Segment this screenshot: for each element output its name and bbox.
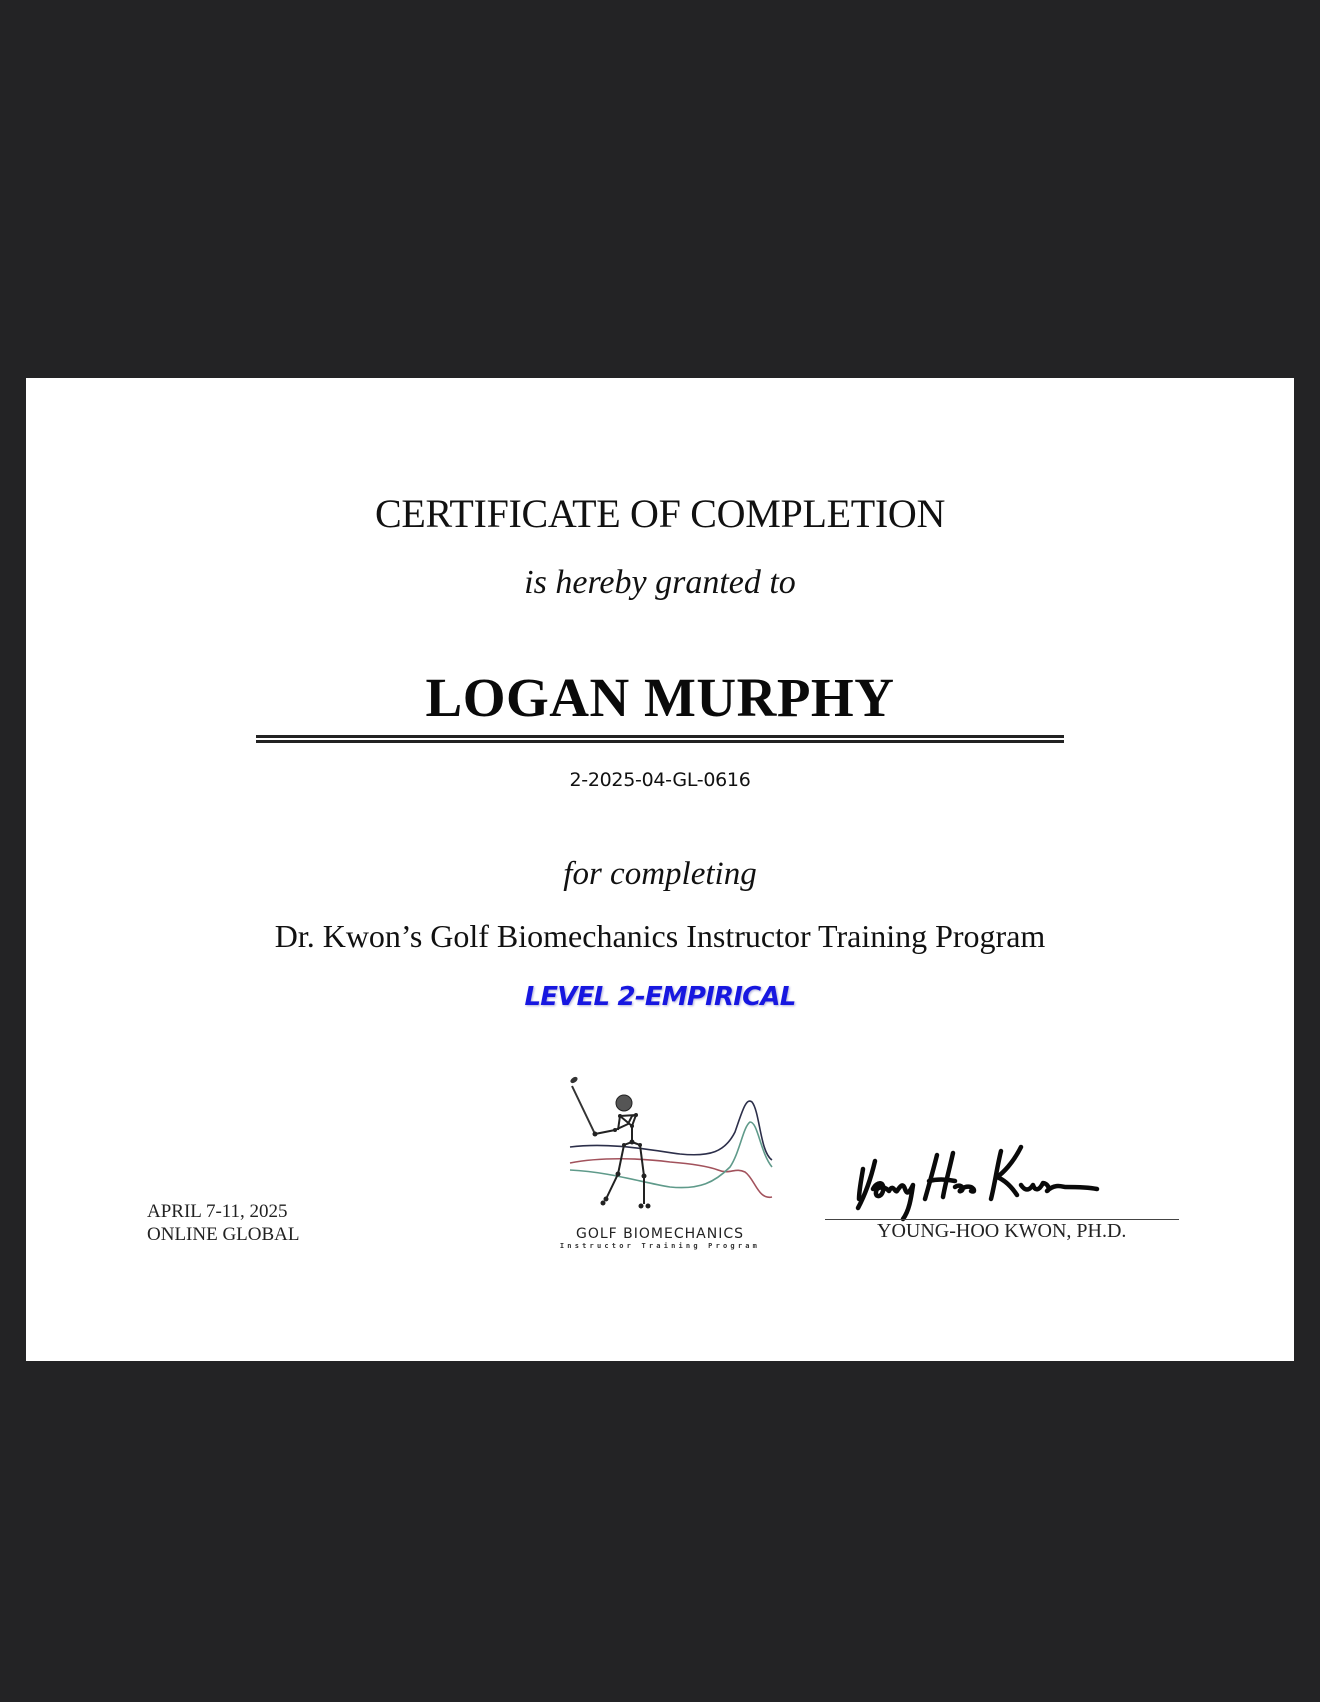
signature-block: [825, 1133, 1179, 1242]
certificate-title: CERTIFICATE OF COMPLETION: [374, 491, 946, 536]
golfer-stick-figure-icon: [540, 1072, 780, 1222]
program-level: LEVEL 2-EMPIRICAL: [524, 982, 796, 1012]
logo-title: GOLF BIOMECHANICS: [576, 1226, 744, 1242]
for-completing-text: for completing: [563, 856, 757, 892]
logo-subtitle: Instructor Training Program: [559, 1242, 761, 1250]
event-info: [147, 1200, 300, 1246]
golf-biomechanics-logo: [540, 1072, 780, 1262]
certificate-page: [26, 378, 1294, 1361]
program-name: Dr. Kwon’s Golf Biomechanics Instructor Training Program: [274, 918, 1046, 954]
recipient-name: LOGAN MURPHY: [425, 667, 895, 728]
granted-to-text: is hereby granted to: [524, 564, 796, 601]
certificate-id: 2-2025-04-GL-0616: [569, 769, 751, 791]
signer-name: YOUNG-HOO KWON, PH.D.: [877, 1220, 1127, 1242]
event-location: ONLINE GLOBAL: [147, 1224, 300, 1245]
event-dates: APRIL 7-11, 2025: [147, 1201, 288, 1222]
handwritten-signature-icon: [825, 1133, 1179, 1233]
name-underline-divider: [256, 735, 1064, 743]
